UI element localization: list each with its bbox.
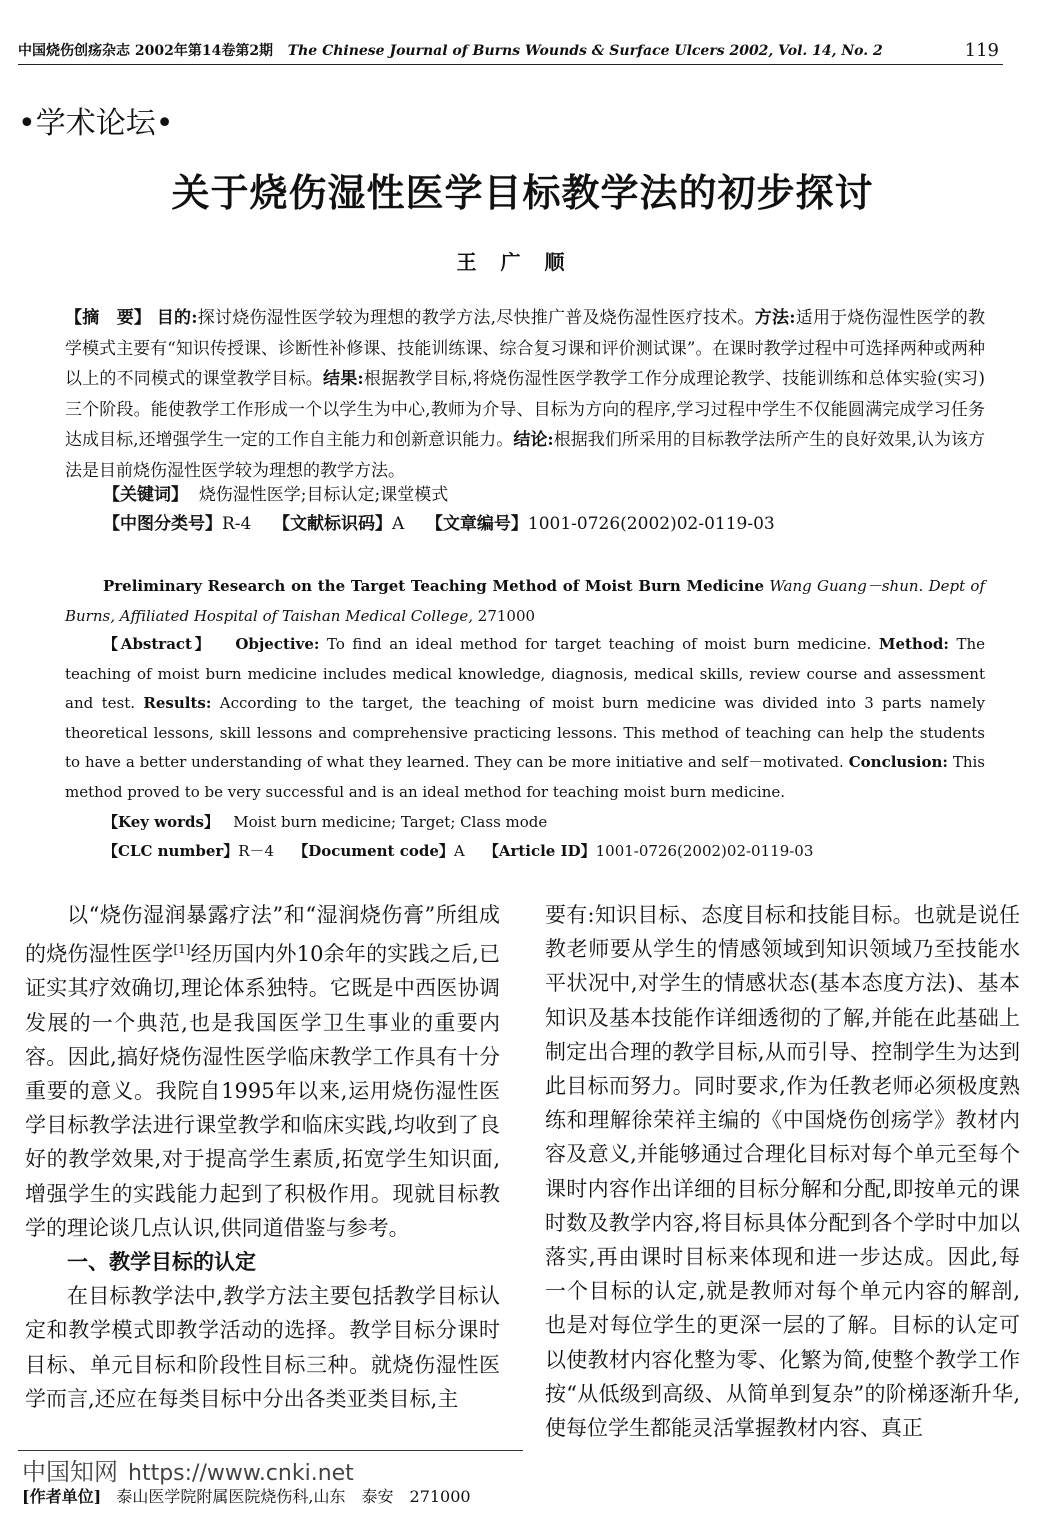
header-rule: [18, 64, 1003, 65]
results-en-label: Results:: [143, 694, 212, 712]
doc-code-cn-value: A: [392, 514, 405, 534]
doc-code-cn-label: 【文献标识码】: [273, 514, 392, 534]
objective-cn: 探讨烧伤湿性医学较为理想的教学方法,尽快推广普及烧伤湿性医疗技术。: [197, 308, 755, 328]
citation-ref-1[interactable]: [1]: [173, 942, 191, 957]
article-id-cn-label: 【文章编号】: [425, 514, 528, 534]
classification-en: [103, 837, 813, 866]
abstract-en: [65, 630, 985, 807]
conclusion-cn: 根据我们所采用的目标教学法所产生的良好效果,认为该方法是目前烧伤湿性医学较为理想的教学方法。: [65, 430, 986, 481]
journal-name-en: The Chinese Journal of Burns Wounds & Surface Ulcers 2002, Vol. 14, No. 2: [287, 43, 883, 59]
article-id-en-label: 【Article ID】: [483, 842, 596, 860]
page-number: 119: [964, 40, 999, 61]
body-column-right: [545, 898, 1020, 1445]
english-postcode: 271000: [477, 606, 536, 625]
article-id-en-value: 1001-0726(2002)02-0119-03: [595, 842, 814, 860]
cnki-logo-text: 中国知网: [22, 1458, 118, 1486]
conclusion-en-label: Conclusion:: [848, 753, 948, 771]
conclusion-en: This method proved to be very successful and is an ideal method for teaching moist burn medicine.: [65, 753, 985, 801]
body-paragraph-3: 要有:知识目标、态度目标和技能目标。也就是说任教老师要从学生的情感领域到知识领域乃至技能水平状况中,对学生的情感状态(基本态度方法)、基本知识及基本技能作详细透彻的了解,并能在此基础上制定出合理的教学目标,从而引导、控制学生为达到此目标而努力。同时要求,作为任教老师必须极度熟练和理解徐荣祥主编的《中国烧伤创疡学》教材内容及意义,并能够通过合理化目标对每个单元至每个课时内容作出详细的目标分解和分配,即按单元的课时数及教学内容,将目标具体分配到各个学时中加以落实,再由课时目标来体现和进一步达成。因此,每一个目标的认定,就是教师对每个单元内容的解剖,也是对每位学生的更深一层的了解。目标的认定可以使教材内容化整为零、化繁为简,使整个教学工作按“从低级到高级、从简单到复杂”的阶梯逐渐升华,使每位学生都能灵活掌握教材内容、真正: [545, 903, 1020, 1441]
keywords-cn-value: 烧伤湿性医学;目标认定;课堂模式: [198, 485, 449, 505]
english-author-affiliation: Wang Guang－shun. Dept of Burns, Affiliated Hospital of Taishan Medical College,: [65, 577, 985, 625]
abstract-cn-label: 【摘 要】: [65, 308, 152, 328]
keywords-en-label: 【Key words】: [103, 813, 219, 831]
footer-rule: [18, 1450, 523, 1451]
english-title-block: [65, 572, 985, 631]
method-en-label: Method:: [878, 635, 949, 653]
affiliation-label: [作者单位]: [22, 1487, 102, 1506]
journal-name-cn: 中国烧伤创疡杂志 2002年第14卷第2期: [18, 43, 274, 59]
doc-code-en-value: A: [453, 842, 465, 860]
doc-code-en-label: 【Document code】: [293, 842, 454, 860]
results-cn: 根据教学目标,将烧伤湿性医学教学工作分成理论教学、技能训练和总体实验(实习)三个阶段。能使教学工作形成一个以学生为中心,教师为介导、目标为方向的程序,学习过程中学生不仅能圆满完成学习任务达成目标,还增强学生一定的工作自主能力和创新意识能力。: [65, 369, 986, 450]
abstract-en-label: 【Abstract】: [103, 635, 213, 653]
results-cn-label: 结果:: [323, 369, 364, 389]
author-affiliation: [22, 1484, 471, 1507]
author-name: 王广顺: [456, 250, 589, 274]
keywords-cn: [103, 481, 448, 509]
clc-en-label: 【CLC number】: [103, 842, 239, 860]
method-en: The teaching of moist burn medicine includes medical knowledge, diagnosis, medical skills, review course and assessment and test.: [65, 635, 985, 712]
column-tag: •学术论坛•: [18, 106, 174, 141]
keywords-en: [103, 808, 547, 837]
method-cn: 适用于烧伤湿性医学的教学模式主要有“知识传授课、诊断性补修课、技能训练课、综合复习课和评价测试课”。在课时教学过程中可选择两种或两种以上的不同模式的课堂教学目标。: [65, 308, 986, 389]
body-p1-text-b: 经历国内外10余年的实践之后,已证实其疗效确切,理论体系独特。它既是中西医协调发展的一个典范,也是我国医学卫生事业的重要内容。因此,搞好烧伤湿性医学临床教学工作具有十分重要的意义。我院自1995年以来,运用烧伤湿性医学目标教学法进行课堂教学和临床实践,均收到了良好的教学效果,对于提高学生素质,拓宽学生知识面,增强学生的实践能力起到了积极作用。现就目标教学的理论谈几点认识,供同道借鉴与参考。: [25, 942, 500, 1240]
classification-cn: [103, 510, 775, 538]
keywords-en-value: Moist burn medicine; Target; Class mode: [233, 813, 548, 831]
abstract-cn: [65, 303, 985, 486]
section-heading-1: 一、教学目标的认定: [67, 1250, 256, 1275]
article-title: 关于烧伤湿性医学目标教学法的初步探讨: [171, 171, 874, 215]
objective-en-label: Objective:: [235, 635, 320, 653]
cnki-url[interactable]: https://www.cnki.net: [128, 1461, 354, 1486]
running-header: [18, 40, 1003, 60]
body-paragraph-2: 在目标教学法中,教学方法主要包括教学目标认定和教学模式即教学活动的选择。教学目标分课时目标、单元目标和阶段性目标三种。就烧伤湿性医学而言,还应在每类目标中分出各类亚类目标,主: [25, 1284, 500, 1411]
objective-en: To find an ideal method for target teaching of moist burn medicine.: [326, 635, 872, 653]
english-title: Preliminary Research on the Target Teaching Method of Moist Burn Medicine: [103, 577, 765, 595]
cnki-watermark: [22, 1452, 354, 1487]
article-id-cn-value: 1001-0726(2002)02-0119-03: [527, 514, 775, 534]
affiliation-value: 泰山医学院附属医院烧伤科,山东 泰安 271000: [116, 1487, 471, 1506]
body-paragraph-1: [25, 898, 500, 1245]
clc-cn-label: 【中图分类号】: [103, 514, 222, 534]
conclusion-cn-label: 结论:: [513, 430, 554, 450]
body-column-left: [25, 898, 500, 1416]
objective-cn-label: 目的:: [156, 308, 198, 328]
clc-en-value: R－4: [238, 842, 275, 860]
clc-cn-value: R-4: [222, 514, 252, 534]
body-p1-text-a: 以“烧伤湿润暴露疗法”和“湿润烧伤膏”所组成的烧伤湿性医学: [25, 903, 500, 967]
keywords-cn-label: 【关键词】: [103, 485, 188, 505]
results-en: According to the target, the teaching of moist burn medicine was divided into 3 parts namely theoretical lessons, skill lessons and comprehensive practicing lessons. This method of teaching can help the students to have a better understanding of what they learned. They can be more initiative and self－motivated.: [65, 694, 985, 771]
method-cn-label: 方法:: [754, 308, 796, 328]
